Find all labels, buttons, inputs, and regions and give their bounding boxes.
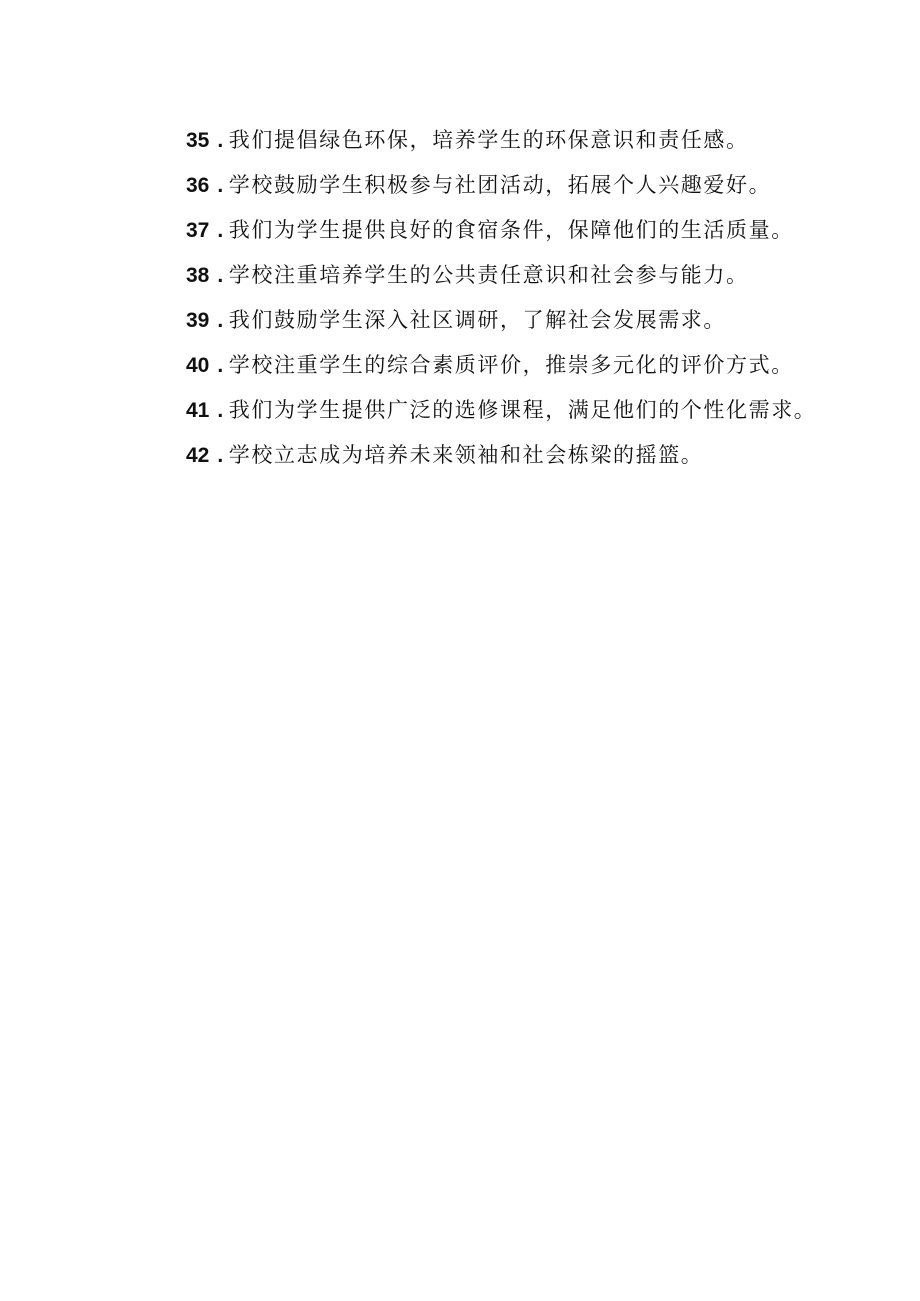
item-separator: . <box>217 129 225 152</box>
item-number: 40 <box>186 354 210 377</box>
list-item <box>140 433 820 478</box>
item-number: 41 <box>186 399 210 422</box>
item-text: 学校立志成为培养未来领袖和社会栋梁的摇篮。 <box>228 443 704 467</box>
item-number: 38 <box>186 264 210 287</box>
item-number: 36 <box>186 174 210 197</box>
item-separator: . <box>217 399 225 422</box>
item-text: 我们鼓励学生深入社区调研，了解社会发展需求。 <box>228 308 726 332</box>
numbered-list <box>140 118 820 478</box>
item-text: 我们为学生提供良好的食宿条件，保障他们的生活质量。 <box>228 218 794 242</box>
list-item <box>140 298 820 343</box>
item-separator: . <box>217 174 225 197</box>
list-item <box>140 253 820 298</box>
item-separator: . <box>217 219 225 242</box>
item-number: 42 <box>186 444 210 467</box>
list-item <box>140 163 820 208</box>
list-item <box>140 118 820 163</box>
item-text: 我们为学生提供广泛的选修课程，满足他们的个性化需求。 <box>228 398 817 422</box>
item-separator: . <box>217 354 225 377</box>
item-separator: . <box>217 264 225 287</box>
item-text: 学校注重学生的综合素质评价，推崇多元化的评价方式。 <box>228 353 794 377</box>
list-item <box>140 388 820 433</box>
list-item <box>140 208 820 253</box>
item-text: 学校注重培养学生的公共责任意识和社会参与能力。 <box>228 263 749 287</box>
item-number: 35 <box>186 129 210 152</box>
item-separator: . <box>217 444 225 467</box>
item-number: 37 <box>186 219 210 242</box>
item-separator: . <box>217 309 225 332</box>
item-number: 39 <box>186 309 210 332</box>
item-text: 我们提倡绿色环保，培养学生的环保意识和责任感。 <box>228 128 749 152</box>
item-text: 学校鼓励学生积极参与社团活动，拓展个人兴趣爱好。 <box>228 173 772 197</box>
list-item <box>140 343 820 388</box>
